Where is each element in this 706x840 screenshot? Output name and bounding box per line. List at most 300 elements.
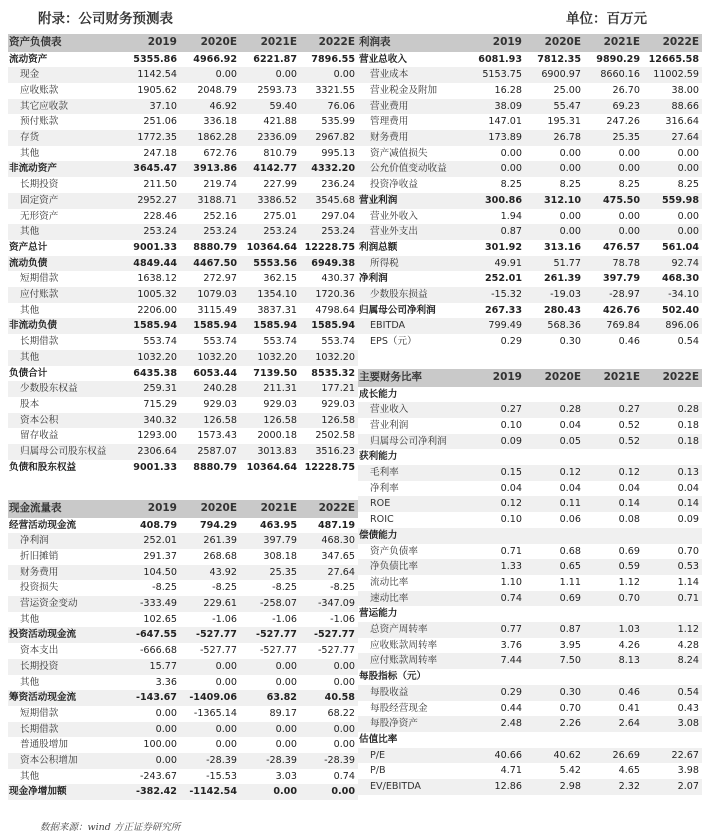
table-row	[358, 418, 702, 434]
value-cell: 8.25	[525, 177, 584, 193]
table-row	[358, 481, 702, 497]
value-cell: 1585.94	[240, 318, 300, 334]
row-label: 财务费用	[358, 130, 466, 146]
value-cell: 40.58	[300, 690, 358, 706]
value-cell: 929.03	[240, 397, 300, 413]
table-row	[358, 67, 702, 83]
value-cell: 3115.49	[180, 303, 240, 319]
value-cell: 1585.94	[300, 318, 358, 334]
row-label: 应收账款	[8, 83, 120, 99]
value-cell: -527.77	[300, 643, 358, 659]
year-header: 2021E	[584, 369, 643, 387]
value-cell: 0.00	[525, 224, 584, 240]
value-cell: 312.10	[525, 193, 584, 209]
value-cell: 0.00	[240, 675, 300, 691]
value-cell: 15.77	[120, 659, 180, 675]
value-cell: -647.55	[120, 627, 180, 643]
table-row	[358, 465, 702, 481]
value-cell: 799.49	[466, 318, 525, 334]
value-cell: 3.03	[240, 769, 300, 785]
value-cell: 0.00	[466, 161, 525, 177]
table-row	[8, 428, 358, 444]
value-cell: 7.44	[466, 653, 525, 669]
value-cell: 8.25	[466, 177, 525, 193]
value-cell: 0.71	[643, 591, 702, 607]
row-label: 财务费用	[8, 565, 120, 581]
value-cell: -1365.14	[180, 706, 240, 722]
balance-header-row	[8, 34, 358, 52]
value-cell: -34.10	[643, 287, 702, 303]
table-row	[358, 209, 702, 225]
table-row	[8, 753, 358, 769]
value-cell	[525, 528, 584, 544]
value-cell: 2593.73	[240, 83, 300, 99]
value-cell: 1585.94	[180, 318, 240, 334]
year-header: 2019	[466, 369, 525, 387]
value-cell: 0.04	[466, 481, 525, 497]
row-label: 每股收益	[358, 685, 466, 701]
row-label: 归属母公司净利润	[358, 434, 466, 450]
value-cell: 794.29	[180, 518, 240, 534]
row-label: 营业税金及附加	[358, 83, 466, 99]
value-cell: 0.00	[180, 722, 240, 738]
table-row	[8, 99, 358, 115]
value-cell: 362.15	[240, 271, 300, 287]
value-cell: 397.79	[584, 271, 643, 287]
value-cell: 0.54	[643, 685, 702, 701]
row-label: 少数股东损益	[358, 287, 466, 303]
row-label: 其他	[8, 146, 120, 162]
table-row	[8, 381, 358, 397]
value-cell: 0.74	[300, 769, 358, 785]
value-cell: 2206.00	[120, 303, 180, 319]
table-row	[358, 256, 702, 272]
value-cell: 929.03	[180, 397, 240, 413]
table-row	[8, 444, 358, 460]
value-cell: 219.74	[180, 177, 240, 193]
value-cell: 430.37	[300, 271, 358, 287]
value-cell: 316.64	[643, 114, 702, 130]
value-cell: 43.92	[180, 565, 240, 581]
value-cell: 0.70	[643, 544, 702, 560]
row-label: 投资损失	[8, 580, 120, 596]
value-cell: 259.31	[120, 381, 180, 397]
value-cell: 40.62	[525, 748, 584, 764]
value-cell: 37.10	[120, 99, 180, 115]
table-row	[8, 690, 358, 706]
row-label: 流动比率	[358, 575, 466, 591]
value-cell: 12665.58	[643, 52, 702, 68]
value-cell: 0.46	[584, 334, 643, 350]
value-cell	[466, 606, 525, 622]
value-cell: 89.17	[240, 706, 300, 722]
value-cell: 0.00	[240, 659, 300, 675]
value-cell: -1.06	[180, 612, 240, 628]
value-cell: 672.76	[180, 146, 240, 162]
table-row	[8, 83, 358, 99]
value-cell: 421.88	[240, 114, 300, 130]
value-cell: 3.95	[525, 638, 584, 654]
row-label: 归属母公司股东权益	[8, 444, 120, 460]
value-cell: 0.27	[584, 402, 643, 418]
row-label: 利润总额	[358, 240, 466, 256]
value-cell: 769.84	[584, 318, 643, 334]
row-label: 其他	[8, 350, 120, 366]
value-cell: 476.57	[584, 240, 643, 256]
value-cell: 0.87	[525, 622, 584, 638]
value-cell: 0.00	[643, 161, 702, 177]
balance-title: 资产负债表	[8, 34, 120, 52]
value-cell: 0.41	[584, 701, 643, 717]
value-cell: 78.78	[584, 256, 643, 272]
row-label: 偿债能力	[358, 528, 466, 544]
table-row	[8, 565, 358, 581]
value-cell	[525, 387, 584, 403]
value-cell: 1.12	[643, 622, 702, 638]
value-cell	[584, 528, 643, 544]
value-cell: -1142.54	[180, 784, 240, 800]
row-label: 其它应收款	[8, 99, 120, 115]
row-label: 毛利率	[358, 465, 466, 481]
value-cell: 2587.07	[180, 444, 240, 460]
table-row	[358, 130, 702, 146]
row-label: 获利能力	[358, 449, 466, 465]
value-cell: 4966.92	[180, 52, 240, 68]
value-cell: 3837.31	[240, 303, 300, 319]
value-cell: 76.06	[300, 99, 358, 115]
ratios-table	[358, 369, 702, 795]
value-cell: 0.14	[643, 496, 702, 512]
value-cell: 0.69	[584, 544, 643, 560]
value-cell: 261.39	[180, 533, 240, 549]
value-cell: 301.92	[466, 240, 525, 256]
value-cell: -527.77	[180, 627, 240, 643]
value-cell: 253.24	[180, 224, 240, 240]
cashflow-table	[8, 500, 358, 800]
row-label: 资本公积增加	[8, 753, 120, 769]
value-cell: 3386.52	[240, 193, 300, 209]
table-row	[358, 177, 702, 193]
table-row	[8, 240, 358, 256]
row-label: 其他	[8, 612, 120, 628]
table-row	[8, 318, 358, 334]
row-label: 股本	[8, 397, 120, 413]
table-row	[358, 449, 702, 465]
value-cell: 55.47	[525, 99, 584, 115]
year-header: 2022E	[300, 34, 358, 52]
value-cell: 0.00	[525, 161, 584, 177]
row-label: 应付账款	[8, 287, 120, 303]
row-label: 长期投资	[8, 659, 120, 675]
row-label: 现金净增加额	[8, 784, 120, 800]
value-cell: 68.22	[300, 706, 358, 722]
table-row	[358, 193, 702, 209]
value-cell: 1585.94	[120, 318, 180, 334]
value-cell: -243.67	[120, 769, 180, 785]
value-cell: 1354.10	[240, 287, 300, 303]
value-cell: 1142.54	[120, 67, 180, 83]
value-cell: 2.48	[466, 716, 525, 732]
value-cell: 3.76	[466, 638, 525, 654]
row-label: 投资净收益	[358, 177, 466, 193]
year-header: 2021E	[584, 34, 643, 52]
value-cell: 5355.86	[120, 52, 180, 68]
value-cell: 715.29	[120, 397, 180, 413]
row-label: 普通股增加	[8, 737, 120, 753]
value-cell: 5553.56	[240, 256, 300, 272]
value-cell: -527.77	[240, 643, 300, 659]
value-cell: 1079.03	[180, 287, 240, 303]
value-cell: 3645.47	[120, 161, 180, 177]
row-label: 营业外收入	[358, 209, 466, 225]
year-header: 2020E	[180, 500, 240, 518]
row-label: 留存收益	[8, 428, 120, 444]
row-label: 营业费用	[358, 99, 466, 115]
year-header: 2022E	[643, 34, 702, 52]
table-row	[8, 722, 358, 738]
value-cell: 27.64	[300, 565, 358, 581]
value-cell: 6435.38	[120, 366, 180, 382]
row-label: 公允价值变动收益	[358, 161, 466, 177]
value-cell: 0.11	[525, 496, 584, 512]
value-cell: 4332.20	[300, 161, 358, 177]
table-row	[8, 612, 358, 628]
value-cell: 0.00	[180, 737, 240, 753]
table-row	[358, 434, 702, 450]
value-cell: 25.35	[240, 565, 300, 581]
value-cell: 0.53	[643, 559, 702, 575]
table-row	[8, 287, 358, 303]
value-cell: 8880.79	[180, 460, 240, 476]
value-cell	[584, 669, 643, 685]
year-header: 2022E	[643, 369, 702, 387]
value-cell: 0.06	[525, 512, 584, 528]
balance-sheet-panel	[8, 34, 358, 475]
value-cell: 0.00	[300, 67, 358, 83]
value-cell: 5153.75	[466, 67, 525, 83]
value-cell: 0.00	[643, 209, 702, 225]
value-cell: 0.00	[300, 659, 358, 675]
table-row	[8, 224, 358, 240]
value-cell: 0.12	[466, 496, 525, 512]
table-row	[8, 193, 358, 209]
value-cell: 253.24	[240, 224, 300, 240]
value-cell: 4.26	[584, 638, 643, 654]
value-cell: 308.18	[240, 549, 300, 565]
value-cell	[643, 669, 702, 685]
value-cell: 0.00	[180, 659, 240, 675]
value-cell: -1409.06	[180, 690, 240, 706]
table-row	[358, 334, 702, 350]
row-label: 筹资活动现金流	[8, 690, 120, 706]
table-row	[358, 544, 702, 560]
value-cell: 49.91	[466, 256, 525, 272]
value-cell: 8.25	[643, 177, 702, 193]
table-row	[8, 146, 358, 162]
value-cell: 0.74	[466, 591, 525, 607]
row-label: 投资活动现金流	[8, 627, 120, 643]
value-cell: 1638.12	[120, 271, 180, 287]
value-cell: 0.77	[466, 622, 525, 638]
table-row	[358, 52, 702, 68]
value-cell: 9001.33	[120, 460, 180, 476]
table-row	[8, 271, 358, 287]
value-cell: -527.77	[180, 643, 240, 659]
value-cell: 1573.43	[180, 428, 240, 444]
table-row	[8, 114, 358, 130]
value-cell: 147.01	[466, 114, 525, 130]
value-cell: 69.23	[584, 99, 643, 115]
value-cell: 0.68	[525, 544, 584, 560]
value-cell: 0.28	[643, 402, 702, 418]
value-cell: 1032.20	[300, 350, 358, 366]
table-row	[358, 575, 702, 591]
table-row	[8, 549, 358, 565]
year-header: 2021E	[240, 500, 300, 518]
value-cell: 408.79	[120, 518, 180, 534]
row-label: 所得税	[358, 256, 466, 272]
row-label: 净利润	[358, 271, 466, 287]
value-cell: 253.24	[120, 224, 180, 240]
table-row	[8, 596, 358, 612]
year-header: 2020E	[525, 34, 584, 52]
row-label: 非流动资产	[8, 161, 120, 177]
value-cell: -527.77	[300, 627, 358, 643]
row-label: 折旧摊销	[8, 549, 120, 565]
row-label: 营业利润	[358, 418, 466, 434]
year-header: 2020E	[180, 34, 240, 52]
value-cell: 9890.29	[584, 52, 643, 68]
value-cell: 0.12	[584, 465, 643, 481]
value-cell: 8.13	[584, 653, 643, 669]
value-cell: 7896.55	[300, 52, 358, 68]
value-cell	[525, 606, 584, 622]
year-header: 2019	[120, 34, 180, 52]
value-cell: 313.16	[525, 240, 584, 256]
value-cell: 0.00	[120, 722, 180, 738]
row-label: ROIC	[358, 512, 466, 528]
value-cell: 26.78	[525, 130, 584, 146]
value-cell: 0.30	[525, 334, 584, 350]
row-label: 净利润	[8, 533, 120, 549]
row-label: 资本支出	[8, 643, 120, 659]
row-label: 资本公积	[8, 413, 120, 429]
value-cell: 92.74	[643, 256, 702, 272]
value-cell: 51.77	[525, 256, 584, 272]
value-cell: 6900.97	[525, 67, 584, 83]
value-cell: 0.00	[643, 224, 702, 240]
value-cell: 0.18	[643, 418, 702, 434]
value-cell: 102.65	[120, 612, 180, 628]
value-cell	[643, 449, 702, 465]
value-cell: -28.39	[300, 753, 358, 769]
value-cell: 995.13	[300, 146, 358, 162]
value-cell: 0.00	[584, 209, 643, 225]
value-cell: 2.26	[525, 716, 584, 732]
value-cell: 1905.62	[120, 83, 180, 99]
ratios-title: 主要财务比率	[358, 369, 466, 387]
value-cell: 0.00	[584, 146, 643, 162]
table-row	[8, 627, 358, 643]
value-cell: 553.74	[240, 334, 300, 350]
value-cell: 336.18	[180, 114, 240, 130]
value-cell: 0.52	[584, 418, 643, 434]
value-cell	[643, 606, 702, 622]
value-cell: 7.50	[525, 653, 584, 669]
value-cell: 0.00	[584, 161, 643, 177]
value-cell: 896.06	[643, 318, 702, 334]
value-cell: 0.08	[584, 512, 643, 528]
table-row	[358, 732, 702, 748]
table-row	[358, 669, 702, 685]
table-row	[358, 114, 702, 130]
row-label: 无形资产	[8, 209, 120, 225]
value-cell: 8535.32	[300, 366, 358, 382]
row-label: 少数股东权益	[8, 381, 120, 397]
row-label: 流动资产	[8, 52, 120, 68]
value-cell: 4.71	[466, 763, 525, 779]
row-label: 负债合计	[8, 366, 120, 382]
value-cell: 272.97	[180, 271, 240, 287]
value-cell: 9001.33	[120, 240, 180, 256]
table-row	[8, 209, 358, 225]
table-row	[8, 580, 358, 596]
value-cell: 59.40	[240, 99, 300, 115]
value-cell: 3913.86	[180, 161, 240, 177]
table-row	[358, 748, 702, 764]
value-cell: 2.64	[584, 716, 643, 732]
value-cell: 26.69	[584, 748, 643, 764]
value-cell: 559.98	[643, 193, 702, 209]
value-cell: 0.00	[300, 737, 358, 753]
row-label: 营业成本	[358, 67, 466, 83]
value-cell: 2000.18	[240, 428, 300, 444]
value-cell: 1005.32	[120, 287, 180, 303]
value-cell: 5.42	[525, 763, 584, 779]
value-cell: 8660.16	[584, 67, 643, 83]
value-cell: 2.07	[643, 779, 702, 795]
value-cell: 0.54	[643, 334, 702, 350]
year-header: 2021E	[240, 34, 300, 52]
table-row	[8, 706, 358, 722]
appendix-title: 附录：公司财务预测表	[38, 11, 173, 27]
value-cell: 0.70	[525, 701, 584, 717]
value-cell: 6949.38	[300, 256, 358, 272]
row-label: P/E	[358, 748, 466, 764]
value-cell: 252.01	[466, 271, 525, 287]
value-cell: -28.39	[240, 753, 300, 769]
value-cell: 1293.00	[120, 428, 180, 444]
row-label: 资产负债率	[358, 544, 466, 560]
value-cell: 227.99	[240, 177, 300, 193]
value-cell: 195.31	[525, 114, 584, 130]
value-cell: 4467.50	[180, 256, 240, 272]
table-row	[358, 402, 702, 418]
value-cell: 0.10	[466, 418, 525, 434]
value-cell: 0.59	[584, 559, 643, 575]
table-row	[8, 518, 358, 534]
value-cell	[466, 669, 525, 685]
value-cell: 0.28	[525, 402, 584, 418]
cashflow-title: 现金流量表	[8, 500, 120, 518]
value-cell: 0.09	[643, 512, 702, 528]
value-cell: 1772.35	[120, 130, 180, 146]
row-label: EPS（元）	[358, 334, 466, 350]
value-cell: 300.86	[466, 193, 525, 209]
value-cell: 4.65	[584, 763, 643, 779]
value-cell: 0.18	[643, 434, 702, 450]
value-cell: 397.79	[240, 533, 300, 549]
